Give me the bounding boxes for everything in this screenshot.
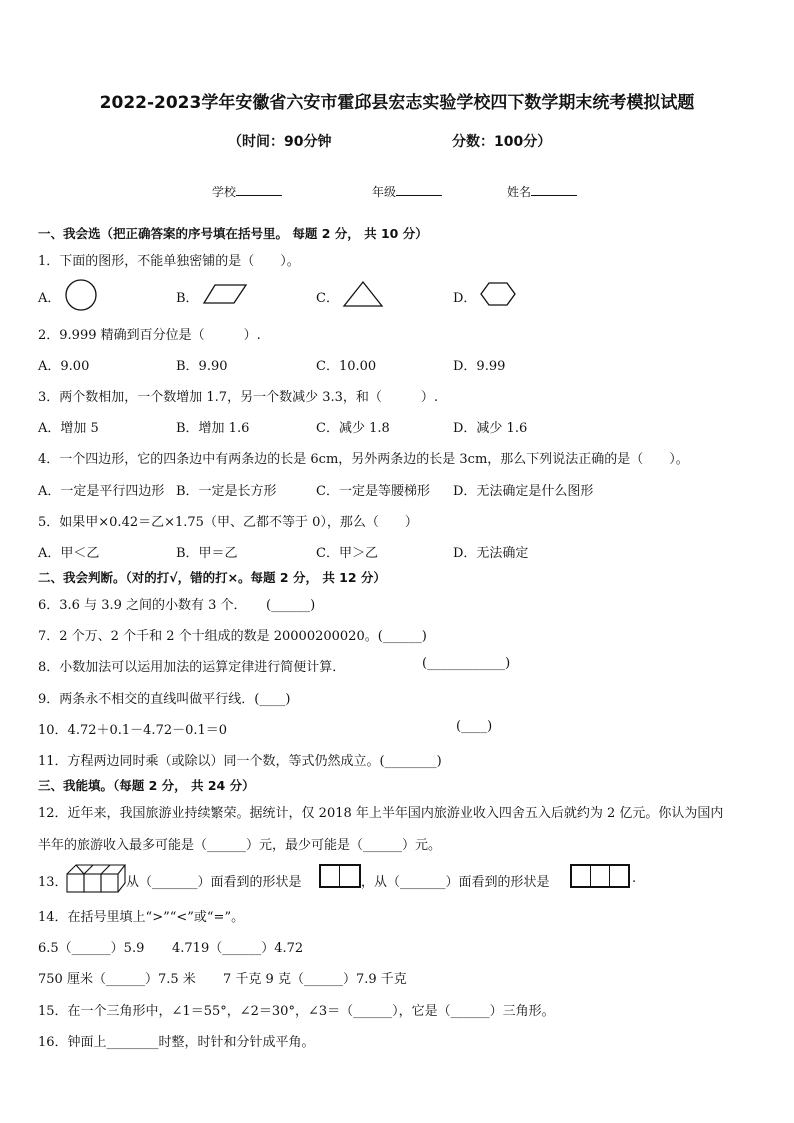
question-10: 10．4.72＋0.1－4.72－0.1＝0 — [38, 723, 228, 738]
q8-answer-blank[interactable]: (____________) — [422, 656, 511, 671]
q3-option-d[interactable]: D．减少 1.6 — [453, 421, 528, 436]
section3-heading: 三、我能填。（每题 2 分， 共 24 分） — [38, 778, 255, 793]
question-6[interactable]: 6．3.6 与 3.9 之间的小数有 3 个． (______) — [38, 598, 316, 613]
question-13-part1[interactable]: 从（_______）面看到的形状是 — [126, 875, 302, 890]
question-12-line1: 12．近年来，我国旅游业持续繁荣。据统计，仅 2018 年上半年国内旅游业收入四舍五入后就约为 2 亿元。你认为国内 — [38, 806, 724, 821]
q4-option-d[interactable]: D．无法确定是什么图形 — [453, 484, 594, 499]
hexagon-icon — [480, 282, 516, 306]
name-field[interactable] — [507, 183, 577, 200]
school-field[interactable] — [212, 183, 282, 200]
section1-heading: 一、我会选（把正确答案的序号填在括号里。 每题 2 分， 共 10 分） — [38, 226, 428, 241]
question-13-end: . — [632, 871, 637, 886]
q1-option-a[interactable]: A． — [38, 291, 61, 306]
question-3: 3．两个数相加，一个数增加 1.7，另一个数减少 3.3，和（ ）. — [38, 390, 439, 405]
grade-field[interactable] — [372, 183, 442, 200]
q5-option-c[interactable]: C．甲＞乙 — [316, 546, 378, 561]
q1-option-d[interactable]: D． — [453, 291, 477, 306]
q4-option-b[interactable]: B．一定是长方形 — [176, 484, 277, 499]
q14-item-2[interactable]: 4.719（______）4.72 — [172, 941, 304, 956]
question-12-line2[interactable]: 半年的旅游收入最多可能是（______）元，最少可能是（______）元。 — [38, 838, 442, 853]
question-4: 4．一个四边形，它的四条边中有两条边的长是 6cm，另外两条边的长是 3cm，那么下列说法正确的是（ ）。 — [38, 452, 689, 467]
question-11[interactable]: 11．方程两边同时乘（或除以）同一个数，等式仍然成立。(________) — [38, 754, 442, 769]
three-square-view-icon — [570, 864, 630, 888]
name-blank[interactable] — [531, 183, 577, 196]
q2-option-c[interactable]: C．10.00 — [316, 359, 377, 374]
q5-option-b[interactable]: B．甲＝乙 — [176, 546, 238, 561]
q1-option-b[interactable]: B． — [176, 291, 199, 306]
q14-item-3[interactable]: 750 厘米（______）7.5 米 — [38, 972, 196, 987]
q14-item-4[interactable]: 7 千克 9 克（______）7.9 千克 — [223, 972, 407, 987]
grade-label: 年级 — [372, 185, 397, 199]
question-16[interactable]: 16．钟面上________时整，时针和分针成平角。 — [38, 1035, 315, 1050]
q5-option-d[interactable]: D．无法确定 — [453, 546, 529, 561]
cube-stack-icon — [66, 860, 126, 894]
question-15[interactable]: 15．在一个三角形中，∠1＝55°，∠2＝30°，∠3＝（______），它是（______）三角形。 — [38, 1004, 555, 1019]
q3-option-a[interactable]: A．增加 5 — [38, 421, 99, 436]
q3-option-c[interactable]: C．减少 1.8 — [316, 421, 390, 436]
exam-score: 分数：100分） — [452, 134, 552, 150]
grade-blank[interactable] — [396, 183, 442, 196]
question-7[interactable]: 7．2 个万、2 个千和 2 个十组成的数是 20000200020。(______) — [38, 629, 427, 644]
q4-option-a[interactable]: A．一定是平行四边形 — [38, 484, 165, 499]
question-1: 1．下面的图形，不能单独密铺的是（ ）。 — [38, 254, 300, 269]
q14-item-1[interactable]: 6.5（______）5.9 — [38, 941, 145, 956]
exam-title: 2022-2023学年安徽省六安市霍邱县宏志实验学校四下数学期末统考模拟试题 — [99, 93, 695, 113]
question-5: 5．如果甲×0.42＝乙×1.75（甲、乙都不等于 0），那么（ ） — [38, 515, 418, 530]
q2-option-d[interactable]: D．9.99 — [453, 359, 506, 374]
school-blank[interactable] — [236, 183, 282, 196]
q1-option-c[interactable]: C． — [316, 291, 339, 306]
circle-icon — [65, 279, 97, 311]
exam-time: （时间：90分钟 — [228, 134, 332, 150]
parallelogram-icon — [203, 284, 247, 304]
question-9[interactable]: 9．两条永不相交的直线叫做平行线．(____) — [38, 692, 291, 707]
question-14: 14．在括号里填上“>”“<”或“=”。 — [38, 910, 245, 925]
q2-option-a[interactable]: A．9.00 — [38, 359, 90, 374]
two-square-view-icon — [319, 864, 361, 888]
q3-option-b[interactable]: B．增加 1.6 — [176, 421, 250, 436]
school-label: 学校 — [212, 185, 237, 199]
question-8: 8．小数加法可以运用加法的运算定律进行简便计算． — [38, 660, 346, 675]
question-13-part2[interactable]: ，从（_______）面看到的形状是 — [361, 875, 550, 890]
q4-option-c[interactable]: C．一定是等腰梯形 — [316, 484, 430, 499]
name-label: 姓名 — [507, 185, 532, 199]
q10-answer-blank[interactable]: (____) — [456, 719, 493, 734]
triangle-icon — [343, 281, 383, 307]
q5-option-a[interactable]: A．甲＜乙 — [38, 546, 100, 561]
section2-heading: 二、我会判断。（对的打√，错的打×。每题 2 分， 共 12 分） — [38, 570, 386, 585]
q2-option-b[interactable]: B．9.90 — [176, 359, 228, 374]
question-13-number: 13． — [38, 875, 68, 890]
question-2: 2．9.999 精确到百分位是（ ）. — [38, 328, 261, 343]
